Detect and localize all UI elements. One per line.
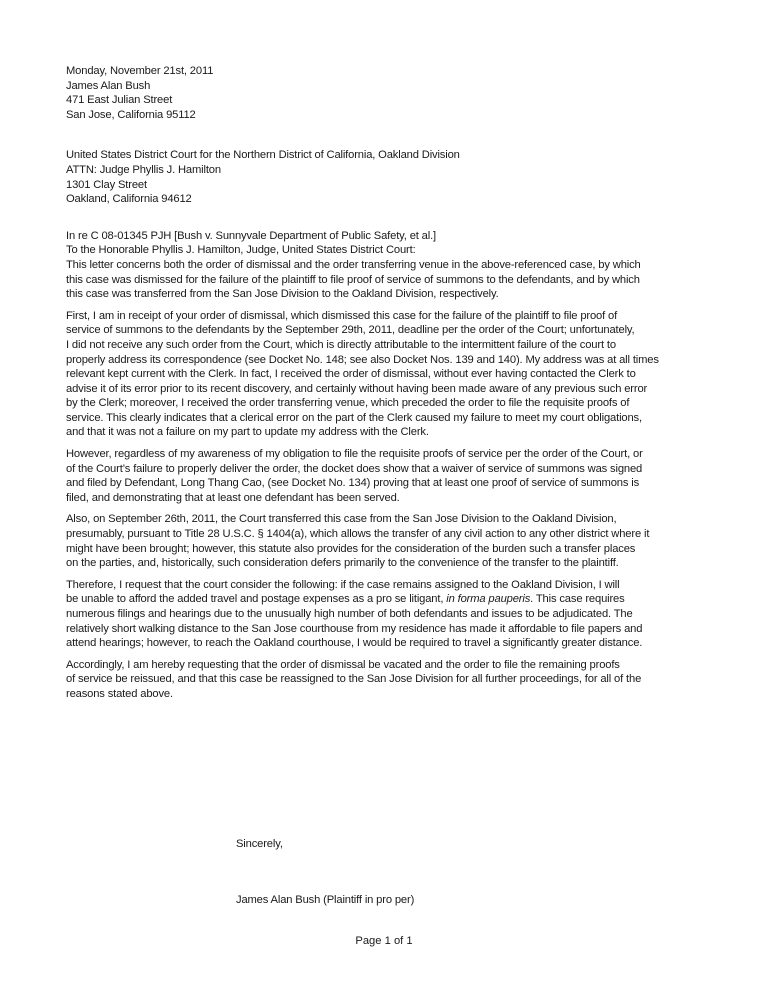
letter-date: Monday, November 21st, 2011 [66, 65, 214, 77]
paragraph-line: and filed by Defendant, Long Thang Cao, (see Docket No. 134) proving that at least one proof of service of summons is [66, 477, 640, 490]
sender-name: James Alan Bush [66, 79, 151, 92]
paragraph-line: relatively short walking distance to the San Jose courthouse from my residence has made it affordable to file papers and [66, 622, 643, 635]
paragraph-2 [66, 309, 706, 440]
paragraph-text: . This case requires [530, 593, 625, 606]
paragraph-line: service of summons to the defendants by the September 29th, 2011, deadline per the order of the Court; unfortunately, [66, 324, 635, 337]
closing: Sincerely, [236, 838, 283, 850]
paragraph-line: filed, and demonstrating that at least one defendant has been served. [66, 491, 400, 504]
paragraph-5 [66, 578, 706, 651]
paragraph-line: this case was dismissed for the failure of the plaintiff to file proof of service of summons to the defendants, and by which [66, 273, 640, 286]
recipient-court: United States District Court for the Northern District of California, Oakland Division [66, 149, 460, 162]
paragraph-line: might have been brought; however, this statute also provides for the consideration of the burden such a transfer places [66, 542, 636, 555]
paragraph-line: reasons stated above. [66, 687, 173, 700]
paragraph-line: numerous filings and hearings due to the unusually high number of both defendants and issues to be adjudicated. The [66, 608, 633, 620]
paragraph-line: by the Clerk; moreover, I received the order transferring venue, which preceded the order to file the requisite proofs of [66, 397, 630, 410]
paragraph-line: this case was transferred from the San Jose Division to the Oakland Division, respectively. [66, 288, 499, 301]
paragraph-4 [66, 512, 706, 570]
paragraph-1 [66, 258, 706, 302]
case-reference: In re C 08-01345 PJH [Bush v. Sunnyvale Department of Public Safety, et al.] [66, 229, 437, 242]
paragraph-line [66, 592, 706, 607]
paragraph-6 [66, 658, 706, 702]
paragraph-line: on the parties, and, historically, such consideration defers primarily to the convenience of the transfer to the plaintiff. [66, 557, 619, 570]
signature-line: James Alan Bush (Plaintiff in pro per) [236, 894, 415, 906]
paragraph-line: presumably, pursuant to Title 28 U.S.C. § 1404(a), which allows the transfer of any civil action to any other district where it [66, 528, 650, 541]
paragraph-line: However, regardless of my awareness of my obligation to file the requisite proofs of service per the order of the Court, or [66, 448, 643, 461]
recipient-address [66, 148, 706, 206]
paragraph-line: I did not receive any such order from the Court, which is directly attributable to the intermittent failure of the court to [66, 338, 616, 351]
paragraph-line: Accordingly, I am hereby requesting that the order of dismissal be vacated and the order to file the remaining proofs [66, 658, 620, 671]
paragraph-line: Therefore, I request that the court consider the following: if the case remains assigned to the Oakland Division, I will [66, 578, 620, 591]
recipient-city: Oakland, California 94612 [66, 193, 192, 206]
paragraph-line: First, I am in receipt of your order of dismissal, which dismissed this case for the failure of the plaintiff to file proof of [66, 309, 618, 322]
paragraph-text: be unable to afford the added travel and postage expenses as a pro se litigant, [66, 593, 447, 606]
paragraph-line: Also, on September 26th, 2011, the Court transferred this case from the San Jose Division to the Oakland Division, [66, 513, 617, 526]
paragraph-line: service. This clearly indicates that a clerical error on the part of the Clerk caused my failure to meet my court obligations, [66, 411, 642, 424]
paragraph-line: of the Court’s failure to properly deliver the order, the docket does show that a waiver of service of summons was signed [66, 462, 643, 475]
sender-street: 471 East Julian Street [66, 94, 173, 107]
recipient-street: 1301 Clay Street [66, 178, 147, 191]
paragraph-line: of service be reissued, and that this case be reassigned to the San Jose Division for all further proceedings, for all of the [66, 673, 642, 686]
paragraph-line: properly address its correspondence (see Docket No. 148; see also Docket Nos. 139 and 140). My address was at all times [66, 353, 659, 366]
paragraph-line: This letter concerns both the order of dismissal and the order transferring venue in the above-referenced case, by which [66, 258, 641, 271]
paragraph-line: and that it was not a failure on my part to update my address with the Clerk. [66, 426, 429, 439]
paragraph-line: relevant kept current with the Clerk. In fact, I received the order of dismissal, without ever having contacted the Clerk to [66, 368, 636, 381]
page-number: Page 1 of 1 [355, 935, 413, 947]
sender-city: San Jose, California 95112 [66, 108, 196, 121]
letter-body [66, 64, 706, 702]
sender-address [66, 79, 706, 123]
paragraph-3 [66, 447, 706, 505]
recipient-attn: ATTN: Judge Phyllis J. Hamilton [66, 163, 221, 176]
paragraph-line: advise it of its error prior to its recent discovery, and certainly without having been made aware of any previous such error [66, 382, 648, 395]
salutation: To the Honorable Phyllis J. Hamilton, Judge, United States District Court: [66, 244, 416, 257]
italic-phrase: in forma pauperis [446, 593, 531, 606]
paragraph-line: attend hearings; however, to reach the Oakland courthouse, I would be required to travel a significantly greater distance. [66, 637, 643, 650]
